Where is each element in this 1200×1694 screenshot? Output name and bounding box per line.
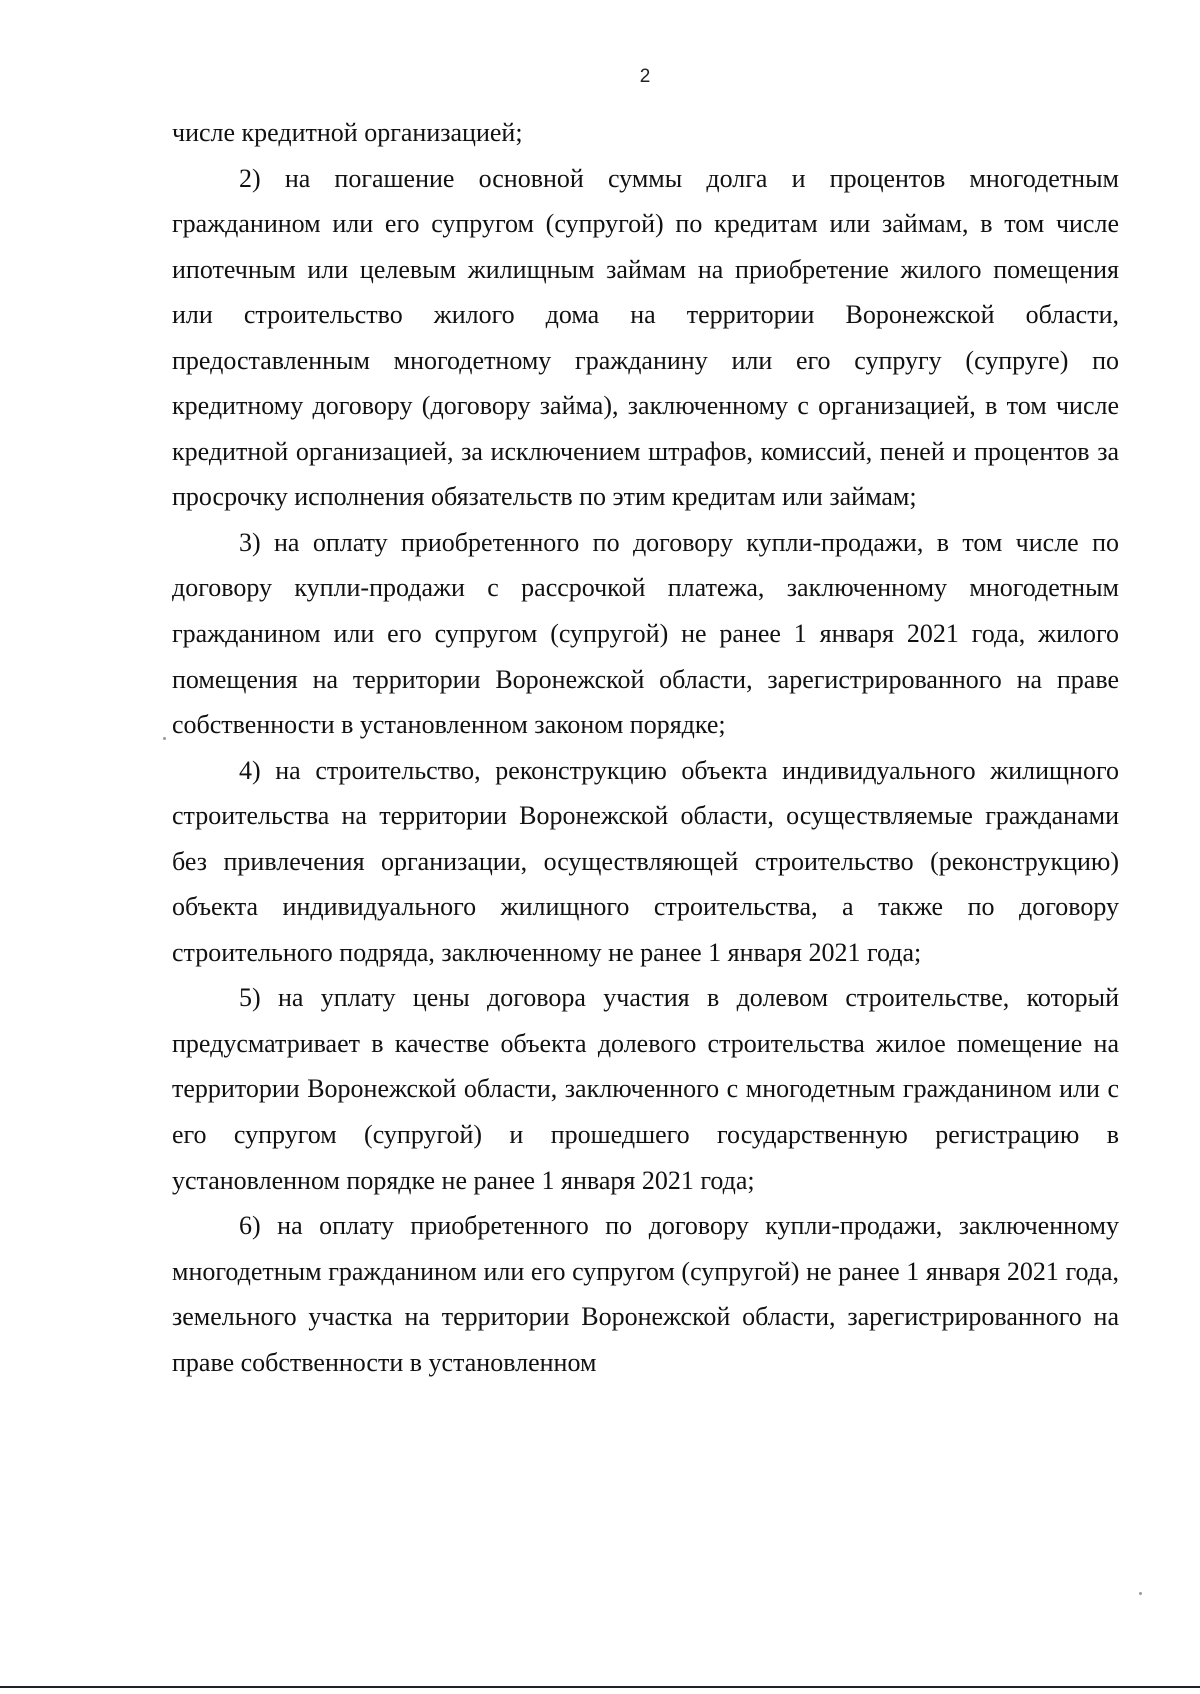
scan-speck (163, 737, 166, 740)
document-body (172, 110, 1119, 1385)
paragraph-item-3: 3) на оплату приобретенного по договору купли-продажи, в том числе по договору купли-продажи с рассрочкой платежа, заключенному многодетным гражданином или его супругом (супругой) не ранее 1 января 2021 года, жилого помещения на территории Воронежской области, зарегистрированного на праве собственности в установленном законом порядке; (172, 527, 1119, 740)
paragraph-item-5: 5) на уплату цены договора участия в долевом строительстве, который предусматривает в качестве объекта долевого строительства жилое помещение на территории Воронежской области, заключенного с многодетным гражданином или с его супругом (супругой) и прошедшего государственную регистрацию в установленном порядке не ранее 1 января 2021 года; (172, 983, 1119, 1195)
paragraph-item-2: 2) на погашение основной суммы долга и процентов многодетным гражданином или его супругом (супругой) по кредитам или займам, в том числе ипотечным или целевым жилищным займам на приобретение жилого помещения или строительство жилого дома на территории Воронежской области, предоставленным многодетному гражданину или его супругу (супруге) по кредитному договору (договору займа), заключенному с организацией, в том числе кредитной организацией, за исключением штрафов, комиссий, пеней и процентов за просрочку исполнения обязательств по этим кредитам или займам; (172, 163, 1119, 512)
paragraph-item-4: 4) на строительство, реконструкцию объекта индивидуального жилищного строительства на территории Воронежской области, осуществляемые гражданами без привлечения организации, осуществляющей строительство (реконструкцию) объекта индивидуального жилищного строительства, а также по договору строительного подряда, заключенному не ранее 1 января 2021 года; (172, 755, 1119, 967)
page-number: 2 (639, 66, 651, 87)
paragraph-item-6: 6) на оплату приобретенного по договору купли-продажи, заключенному многодетным гражданином или его супругом (супругой) не ранее 1 января 2021 года, земельного участка на территории Воронежской области, зарегистрированного на праве собственности в установленном (172, 1211, 1119, 1377)
scan-speck (1139, 1592, 1142, 1595)
page-bottom-rule (0, 1686, 1200, 1688)
paragraph-continuation: числе кредитной организацией; (172, 118, 523, 147)
